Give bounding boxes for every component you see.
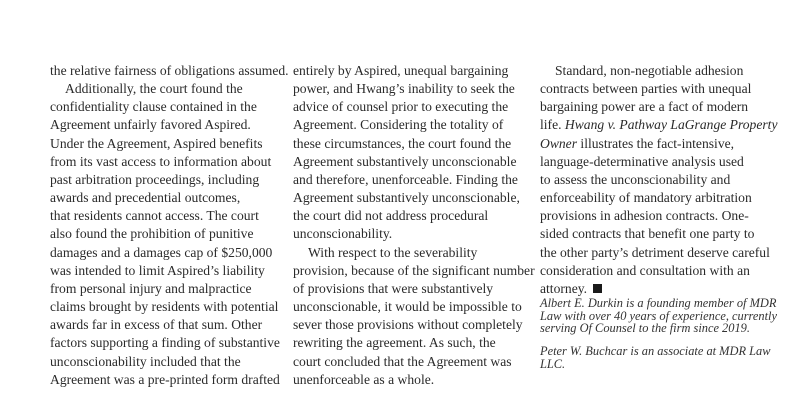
text-line: claims brought by residents with potential	[50, 299, 279, 315]
text-line: rewriting the agreement. As such, the	[293, 335, 496, 351]
text-line: power, and Hwang’s inability to seek the	[293, 81, 515, 97]
text-line: Standard, non-negotiable adhesion	[555, 63, 744, 78]
text-line: language-determinative analysis used	[540, 153, 744, 169]
text-line: past arbitration proceedings, including	[50, 171, 260, 187]
text-line: was intended to limit Aspired’s liability	[50, 262, 265, 278]
text-line: unconscionable, it would be impossible to	[293, 299, 522, 315]
text-line: and therefore, unenforceable. Finding the	[293, 171, 518, 187]
text-line: Agreement substantively unconscionable	[293, 153, 517, 169]
text-line: enforceability of mandatory arbitration	[540, 190, 752, 206]
text-line: from its vast access to information about	[50, 153, 272, 169]
text-line: awards and precedential outcomes,	[50, 190, 241, 206]
text-line: damages and a damages cap of $250,000	[50, 244, 273, 260]
text-line: consideration and consultation with an	[540, 262, 750, 278]
text-line: contracts between parties with unequal	[540, 81, 752, 97]
text-line: also found the prohibition of punitive	[50, 226, 254, 242]
text-line: the relative fairness of obligations assumed.	[50, 63, 289, 78]
bio-line: LLC.	[540, 356, 566, 371]
text-line: confidentiality clause contained in the	[50, 99, 257, 115]
text-line: factors supporting a finding of substantive	[50, 335, 280, 351]
case-name-italic: Owner	[540, 135, 578, 151]
text-line: bargaining power are a fact of modern	[540, 99, 749, 115]
bio-line: Peter W. Buchcar is an associate at MDR Law	[540, 344, 771, 358]
text-line: to assess the unconscionability and	[540, 171, 731, 187]
text-line: provisions in adhesion contracts. One-	[540, 208, 749, 224]
text-segment: illustrates the fact-intensive,	[580, 135, 735, 151]
text-line: unconscionability.	[293, 226, 393, 242]
text-line: sever those provisions without completely	[293, 317, 523, 333]
text-line: Under the Agreement, Aspired benefits	[50, 135, 263, 151]
bio-line: Law with over 40 years of experience, currently	[540, 308, 777, 323]
text-line: entirely by Aspired, unequal bargaining	[293, 63, 509, 78]
text-line: With respect to the severability	[308, 244, 478, 260]
text-line: provision, because of the significant number	[293, 262, 535, 278]
text-segment: life.	[540, 117, 562, 133]
text-line: Agreement was a pre-printed form drafted	[50, 371, 280, 387]
text-line: of provisions that were substantively	[293, 280, 494, 296]
bio-line: Albert E. Durkin is a founding member of MDR	[540, 296, 777, 310]
text-line: the other party’s detriment deserve careful	[540, 244, 770, 260]
text-line: Agreement unfairly favored Aspired.	[50, 117, 251, 133]
text-line: Agreement. Considering the totality of	[293, 117, 504, 133]
text-line: sided contracts that benefit one party to	[540, 226, 755, 242]
bio-line: serving Of Counsel to the firm since 2019.	[540, 321, 750, 336]
case-name-italic: Hwang v. Pathway LaGrange Property	[564, 117, 778, 133]
text-line: Additionally, the court found the	[65, 81, 243, 97]
text-line: advice of counsel prior to executing the	[293, 99, 509, 115]
text-line: unconscionability included that the	[50, 353, 241, 369]
end-of-article-mark	[593, 284, 602, 293]
text-line: Agreement substantively unconscionable,	[293, 190, 520, 206]
text-segment: attorney.	[540, 280, 588, 296]
text-line: awards far in excess of that sum. Other	[50, 317, 263, 333]
article-column-3	[540, 62, 778, 298]
article-column-2	[293, 62, 535, 389]
text-line	[540, 135, 772, 153]
text-line: that residents cannot access. The court	[50, 208, 259, 224]
text-line: from personal injury and malpractice	[50, 280, 252, 296]
text-line: unenforceable as a whole.	[293, 371, 435, 387]
author-bio-buchcar	[540, 345, 780, 370]
text-line	[540, 116, 778, 134]
article-column-1	[50, 62, 290, 389]
text-line: the court did not address procedural	[293, 208, 489, 224]
author-bio-durkin	[540, 297, 780, 335]
text-line: court concluded that the Agreement was	[293, 353, 512, 369]
text-line: these circumstances, the court found the	[293, 135, 512, 151]
